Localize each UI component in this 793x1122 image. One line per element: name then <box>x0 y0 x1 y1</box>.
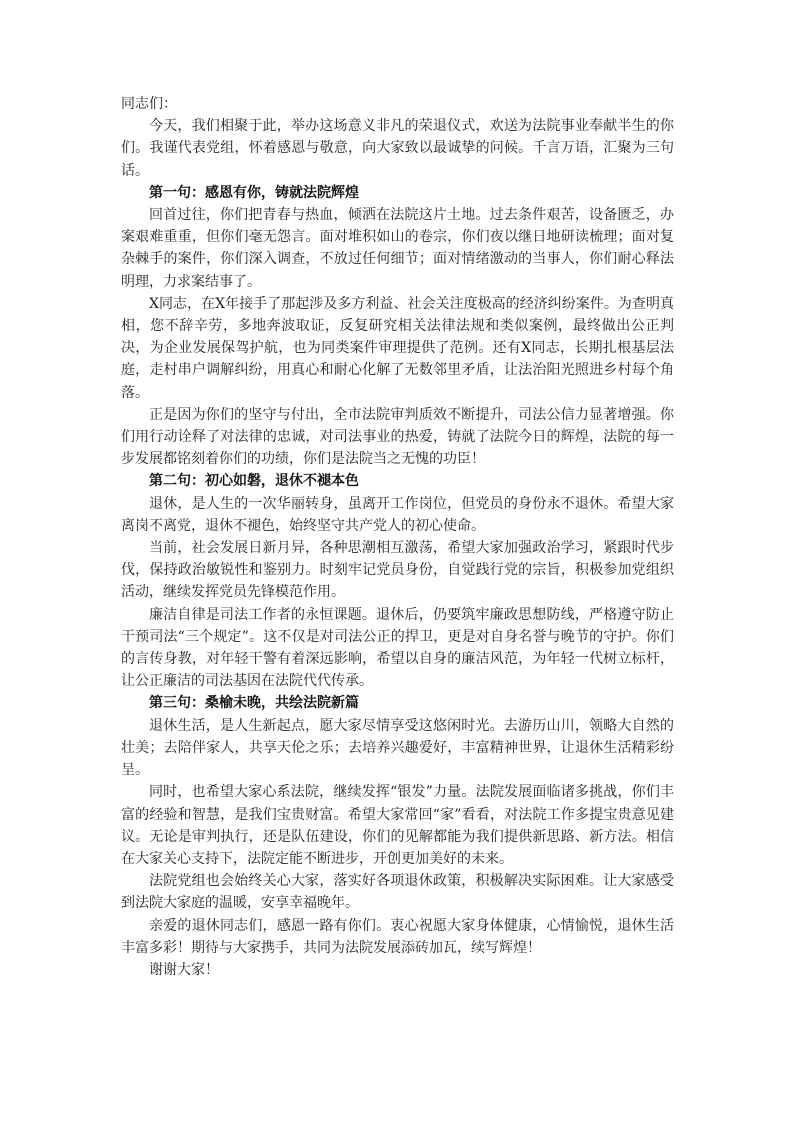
paragraph-opening: 今天，我们相聚于此，举办这场意义非凡的荣退仪式，欢送为法院事业奉献半生的你们。我谨代表党组，怀着感恩与敬意，向大家致以最诚挚的问候。千言万语，汇聚为三句话。 <box>121 118 674 179</box>
paragraph: 法院党组也会始终关心大家，落实好各项退休政策，积极解决实际困难。让大家感受到法院大家庭的温暖，安享幸福晚年。 <box>121 873 674 912</box>
document-page <box>121 93 674 981</box>
paragraph: 正是因为你们的坚守与付出，全市法院审判质效不断提升，司法公信力显著增强。你们用行动诠释了对法律的忠诚，对司法事业的热爱，铸就了法院今日的辉煌，法院的每一步发展都铭刻着你们的功绩，你们是法院当之无愧的功臣！ <box>121 406 674 468</box>
paragraph: 回首过往，你们把青春与热血，倾洒在法院这片土地。过去条件艰苦，设备匮乏，办案艰难重重，但你们毫无怨言。面对堆积如山的卷宗，你们夜以继日地研读梳理；面对复杂棘手的案件，你们深入调查，不放过任何细节；面对情绪激动的当事人，你们耐心释法明理，力求案结事了。 <box>121 207 674 290</box>
paragraph: 退休，是人生的一次华丽转身，虽离开工作岗位，但党员的身份永不退休。希望大家离岗不离党，退休不褪色，始终坚守共产党人的初心使命。 <box>121 495 674 534</box>
paragraph: 同时，也希望大家心系法院，继续发挥“银发”力量。法院发展面临诸多挑战，你们丰富的经验和智慧，是我们宝贵财富。希望大家常回“家”看看，对法院工作多提宝贵意见建议。无论是审判执行，还是队伍建设，你们的见解都能为我们提供新思路、新方法。相信在大家关心支持下，法院定能不断进步，开创更加美好的未来。 <box>121 784 674 867</box>
paragraph: 当前，社会发展日新月异，各种思潮相互激荡，希望大家加强政治学习，紧跟时代步伐，保持政治敏锐性和鉴别力。时刻牢记党员身份，自觉践行党的宗旨，积极参加党组织活动，继续发挥党员先锋模范作用。 <box>121 540 674 601</box>
paragraph: 退休生活，是人生新起点，愿大家尽情享受这悠闲时光。去游历山川，领略大自然的壮美；去陪伴家人，共享天伦之乐；去培养兴趣爱好，丰富精神世界，让退休生活精彩纷呈。 <box>121 717 674 779</box>
salutation: 同志们： <box>121 96 177 112</box>
paragraph: X同志，在X年接手了那起涉及多方利益、社会关注度极高的经济纠纷案件。为查明真相，您不辞辛劳，多地奔波取证，反复研究相关法律法规和类似案例，最终做出公正判决，为企业发展保驾护航，也为同类案件审理提供了范例。还有X同志，长期扎根基层法庭，走村串户调解纠纷，用真心和耐心化解了无数邻里矛盾，让法治阳光照进乡村每个角落。 <box>121 295 674 401</box>
section-heading-2: 第二句：初心如磐，退休不褪本色 <box>149 473 359 490</box>
paragraph: 亲爱的退休同志们，感恩一路有你们。衷心祝愿大家身体健康，心情愉悦，退休生活丰富多彩！期待与大家携手，共同为法院发展添砖加瓦，续写辉煌！ <box>121 917 674 956</box>
section-heading-3: 第三句：桑榆未晚，共绘法院新篇 <box>149 695 359 712</box>
paragraph-closing: 谢谢大家！ <box>149 961 219 978</box>
section-heading-1: 第一句：感恩有你，铸就法院辉煌 <box>149 184 359 201</box>
paragraph: 廉洁自律是司法工作者的永恒课题。退休后，仍要筑牢廉政思想防线，严格遵守防止干预司法“三个规定”。这不仅是对司法公正的捍卫，更是对自身名誉与晚节的守护。你们的言传身教，对年轻干警有着深远影响，希望以自身的廉洁风范，为年轻一代树立标杆，让公正廉洁的司法基因在法院代代传承。 <box>121 606 674 690</box>
